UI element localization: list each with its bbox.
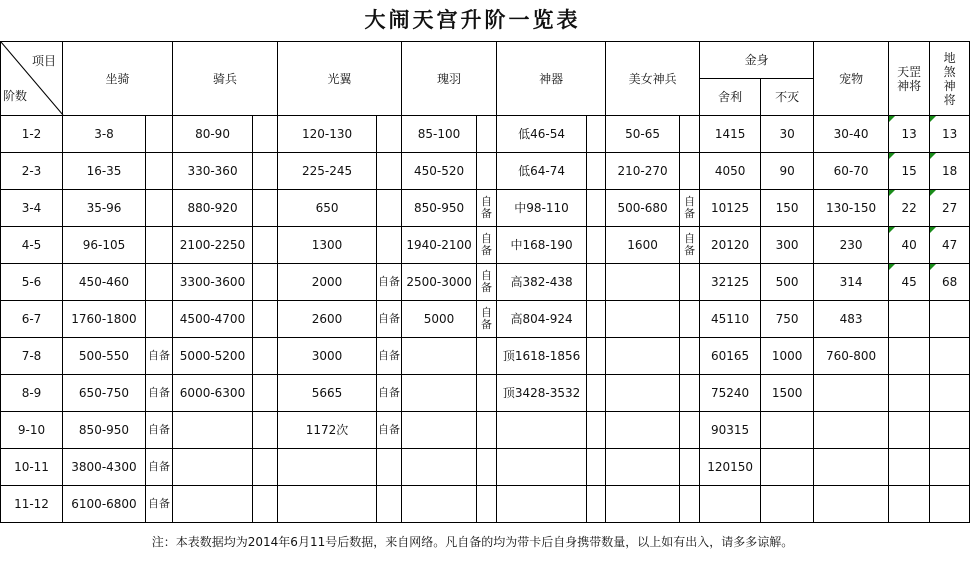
cell-meinv xyxy=(606,264,680,301)
cell-stage: 4-5 xyxy=(1,227,63,264)
cell-qibing-note xyxy=(253,486,278,523)
cell-chongwu: 130-150 xyxy=(814,190,889,227)
col-header-chongwu: 宠物 xyxy=(814,42,889,116)
col-header-bumie: 不灭 xyxy=(761,79,814,116)
cell-guiyu: 450-520 xyxy=(402,153,477,190)
col-header-guangyi: 光翼 xyxy=(278,42,402,116)
cell-qibing: 3300-3600 xyxy=(173,264,253,301)
cell-stage: 2-3 xyxy=(1,153,63,190)
cell-guiyu: 85-100 xyxy=(402,116,477,153)
cell-meinv xyxy=(606,449,680,486)
cell-shenqi-note xyxy=(587,264,606,301)
cell-chongwu xyxy=(814,486,889,523)
cell-guiyu-note xyxy=(477,338,497,375)
table-row xyxy=(1,116,970,153)
cell-guiyu-note xyxy=(477,153,497,190)
cell-zuoqi-note xyxy=(146,264,173,301)
cell-qibing-note xyxy=(253,449,278,486)
cell-shenqi: 中98-110 xyxy=(497,190,587,227)
cell-tiangang: 22 xyxy=(889,190,930,227)
table-row xyxy=(1,153,970,190)
cell-zuoqi-note xyxy=(146,227,173,264)
cell-sheli xyxy=(700,486,761,523)
cell-chongwu: 230 xyxy=(814,227,889,264)
cell-sheli: 120150 xyxy=(700,449,761,486)
cell-guiyu: 5000 xyxy=(402,301,477,338)
cell-qibing-note xyxy=(253,264,278,301)
cell-qibing: 330-360 xyxy=(173,153,253,190)
cell-guiyu-note xyxy=(477,486,497,523)
cell-qibing: 5000-5200 xyxy=(173,338,253,375)
cell-zuoqi: 3-8 xyxy=(63,116,146,153)
cell-zuoqi-note: 自备 xyxy=(146,412,173,449)
cell-chongwu: 760-800 xyxy=(814,338,889,375)
cell-sheli: 60165 xyxy=(700,338,761,375)
cell-guangyi-note xyxy=(377,227,402,264)
corner-label-item: 项目 xyxy=(31,54,56,68)
cell-meinv xyxy=(606,301,680,338)
cell-guangyi: 5665 xyxy=(278,375,377,412)
table-row xyxy=(1,227,970,264)
cell-sheli: 32125 xyxy=(700,264,761,301)
cell-shenqi: 高804-924 xyxy=(497,301,587,338)
cell-guiyu-note xyxy=(477,116,497,153)
cell-guangyi-note xyxy=(377,116,402,153)
cell-stage: 3-4 xyxy=(1,190,63,227)
cell-zuoqi: 1760-1800 xyxy=(63,301,146,338)
cell-qibing-note xyxy=(253,116,278,153)
cell-guangyi-note xyxy=(377,153,402,190)
cell-guangyi: 1300 xyxy=(278,227,377,264)
cell-meinv: 210-270 xyxy=(606,153,680,190)
cell-guangyi: 225-245 xyxy=(278,153,377,190)
cell-guiyu: 1940-2100 xyxy=(402,227,477,264)
cell-qibing: 6000-6300 xyxy=(173,375,253,412)
cell-bumie: 1000 xyxy=(761,338,814,375)
cell-guiyu xyxy=(402,412,477,449)
cell-qibing xyxy=(173,412,253,449)
cell-guangyi: 2000 xyxy=(278,264,377,301)
table-row xyxy=(1,449,970,486)
cell-tiangang xyxy=(889,486,930,523)
cell-bumie: 500 xyxy=(761,264,814,301)
cell-meinv: 500-680 xyxy=(606,190,680,227)
cell-guangyi-note: 自备 xyxy=(377,338,402,375)
cell-shenqi: 低64-74 xyxy=(497,153,587,190)
cell-shenqi: 高382-438 xyxy=(497,264,587,301)
cell-guiyu-note: 自备 xyxy=(477,264,497,301)
cell-guiyu-note xyxy=(477,375,497,412)
cell-zuoqi: 16-35 xyxy=(63,153,146,190)
cell-meinv-note xyxy=(680,375,700,412)
cell-stage: 1-2 xyxy=(1,116,63,153)
cell-zuoqi-note xyxy=(146,190,173,227)
cell-disha xyxy=(930,301,970,338)
cell-zuoqi-note xyxy=(146,116,173,153)
cell-stage: 6-7 xyxy=(1,301,63,338)
cell-chongwu xyxy=(814,375,889,412)
cell-guiyu: 2500-3000 xyxy=(402,264,477,301)
col-header-disha: 地煞神将 xyxy=(930,42,970,116)
cell-guangyi: 1172次 xyxy=(278,412,377,449)
cell-qibing-note xyxy=(253,153,278,190)
cell-disha: 47 xyxy=(930,227,970,264)
cell-shenqi-note xyxy=(587,227,606,264)
cell-shenqi-note xyxy=(587,338,606,375)
cell-meinv-note xyxy=(680,412,700,449)
cell-shenqi-note xyxy=(587,449,606,486)
cell-bumie: 30 xyxy=(761,116,814,153)
cell-chongwu xyxy=(814,449,889,486)
cell-stage: 7-8 xyxy=(1,338,63,375)
cell-zuoqi-note: 自备 xyxy=(146,486,173,523)
cell-meinv-note xyxy=(680,301,700,338)
cell-disha xyxy=(930,412,970,449)
cell-shenqi-note xyxy=(587,375,606,412)
cell-tiangang xyxy=(889,301,930,338)
cell-guangyi-note xyxy=(377,449,402,486)
cell-sheli: 90315 xyxy=(700,412,761,449)
cell-sheli: 4050 xyxy=(700,153,761,190)
cell-tiangang: 13 xyxy=(889,116,930,153)
cell-qibing xyxy=(173,449,253,486)
cell-qibing-note xyxy=(253,338,278,375)
cell-zuoqi: 96-105 xyxy=(63,227,146,264)
cell-guiyu-note: 自备 xyxy=(477,301,497,338)
cell-guiyu-note: 自备 xyxy=(477,227,497,264)
cell-qibing xyxy=(173,486,253,523)
cell-tiangang xyxy=(889,412,930,449)
cell-chongwu xyxy=(814,412,889,449)
cell-meinv-note xyxy=(680,338,700,375)
cell-bumie xyxy=(761,449,814,486)
cell-guangyi: 120-130 xyxy=(278,116,377,153)
cell-guangyi-note: 自备 xyxy=(377,375,402,412)
cell-meinv xyxy=(606,375,680,412)
cell-chongwu: 60-70 xyxy=(814,153,889,190)
cell-disha: 68 xyxy=(930,264,970,301)
cell-chongwu: 483 xyxy=(814,301,889,338)
cell-guiyu xyxy=(402,338,477,375)
cell-meinv: 1600 xyxy=(606,227,680,264)
col-header-meinv: 美女神兵 xyxy=(606,42,700,116)
col-header-guiyu: 瑰羽 xyxy=(402,42,497,116)
cell-guangyi-note: 自备 xyxy=(377,301,402,338)
corner-header xyxy=(1,42,63,116)
col-header-tiangang: 天罡神将 xyxy=(889,42,930,116)
cell-guangyi xyxy=(278,449,377,486)
cell-guangyi xyxy=(278,486,377,523)
cell-bumie: 1500 xyxy=(761,375,814,412)
cell-shenqi xyxy=(497,412,587,449)
cell-bumie xyxy=(761,486,814,523)
cell-guangyi-note: 自备 xyxy=(377,412,402,449)
table-row xyxy=(1,190,970,227)
table-row xyxy=(1,301,970,338)
cell-meinv-note: 自备 xyxy=(680,190,700,227)
table-row xyxy=(1,338,970,375)
cell-zuoqi: 650-750 xyxy=(63,375,146,412)
cell-disha xyxy=(930,338,970,375)
cell-guangyi: 650 xyxy=(278,190,377,227)
corner-label-stage: 阶数 xyxy=(3,89,28,103)
cell-shenqi: 中168-190 xyxy=(497,227,587,264)
cell-qibing: 880-920 xyxy=(173,190,253,227)
cell-sheli: 1415 xyxy=(700,116,761,153)
cell-guiyu: 850-950 xyxy=(402,190,477,227)
cell-guangyi: 3000 xyxy=(278,338,377,375)
cell-guangyi-note xyxy=(377,190,402,227)
cell-qibing: 4500-4700 xyxy=(173,301,253,338)
cell-zuoqi: 6100-6800 xyxy=(63,486,146,523)
cell-stage: 5-6 xyxy=(1,264,63,301)
cell-qibing-note xyxy=(253,190,278,227)
cell-zuoqi: 500-550 xyxy=(63,338,146,375)
cell-guiyu xyxy=(402,449,477,486)
cell-shenqi xyxy=(497,449,587,486)
cell-qibing: 80-90 xyxy=(173,116,253,153)
page-title: 大闹天宫升阶一览表 xyxy=(364,7,581,32)
cell-disha xyxy=(930,486,970,523)
col-header-jinshen: 金身 xyxy=(700,42,814,79)
cell-stage: 9-10 xyxy=(1,412,63,449)
cell-qibing-note xyxy=(253,301,278,338)
cell-meinv-note xyxy=(680,264,700,301)
table-row xyxy=(1,412,970,449)
cell-chongwu: 314 xyxy=(814,264,889,301)
cell-shenqi: 顶3428-3532 xyxy=(497,375,587,412)
cell-meinv-note xyxy=(680,153,700,190)
cell-disha xyxy=(930,375,970,412)
cell-qibing-note xyxy=(253,227,278,264)
footer-note: 注：本表数据均为2014年6月11号后数据，来自网络。凡自备的均为带卡后自身携带数量，以上如有出入，请多多谅解。 xyxy=(151,535,794,549)
cell-disha xyxy=(930,449,970,486)
cell-stage: 11-12 xyxy=(1,486,63,523)
cell-shenqi-note xyxy=(587,116,606,153)
cell-guiyu-note: 自备 xyxy=(477,190,497,227)
cell-stage: 8-9 xyxy=(1,375,63,412)
col-header-shenqi: 神器 xyxy=(497,42,606,116)
cell-shenqi-note xyxy=(587,486,606,523)
cell-meinv xyxy=(606,412,680,449)
cell-tiangang xyxy=(889,449,930,486)
cell-guiyu-note xyxy=(477,449,497,486)
cell-zuoqi: 35-96 xyxy=(63,190,146,227)
cell-shenqi: 低46-54 xyxy=(497,116,587,153)
cell-qibing-note xyxy=(253,375,278,412)
table-body xyxy=(1,116,970,523)
cell-meinv xyxy=(606,338,680,375)
cell-zuoqi: 850-950 xyxy=(63,412,146,449)
cell-zuoqi: 3800-4300 xyxy=(63,449,146,486)
cell-chongwu: 30-40 xyxy=(814,116,889,153)
cell-shenqi-note xyxy=(587,153,606,190)
cell-meinv-note xyxy=(680,486,700,523)
cell-tiangang: 15 xyxy=(889,153,930,190)
cell-zuoqi-note: 自备 xyxy=(146,338,173,375)
table-row xyxy=(1,264,970,301)
cell-shenqi-note xyxy=(587,412,606,449)
cell-bumie: 90 xyxy=(761,153,814,190)
cell-meinv: 50-65 xyxy=(606,116,680,153)
cell-guangyi: 2600 xyxy=(278,301,377,338)
cell-shenqi-note xyxy=(587,301,606,338)
cell-tiangang: 45 xyxy=(889,264,930,301)
cell-disha: 13 xyxy=(930,116,970,153)
cell-guiyu xyxy=(402,375,477,412)
cell-sheli: 45110 xyxy=(700,301,761,338)
col-header-qibing: 骑兵 xyxy=(173,42,278,116)
cell-zuoqi-note: 自备 xyxy=(146,375,173,412)
cell-guiyu-note xyxy=(477,412,497,449)
cell-shenqi xyxy=(497,486,587,523)
cell-stage: 10-11 xyxy=(1,449,63,486)
cell-meinv-note xyxy=(680,449,700,486)
cell-tiangang: 40 xyxy=(889,227,930,264)
cell-zuoqi: 450-460 xyxy=(63,264,146,301)
cell-bumie: 300 xyxy=(761,227,814,264)
cell-meinv-note: 自备 xyxy=(680,227,700,264)
cell-qibing-note xyxy=(253,412,278,449)
cell-disha: 18 xyxy=(930,153,970,190)
cell-meinv-note xyxy=(680,116,700,153)
cell-zuoqi-note xyxy=(146,153,173,190)
cell-bumie xyxy=(761,412,814,449)
cell-bumie: 750 xyxy=(761,301,814,338)
cell-sheli: 20120 xyxy=(700,227,761,264)
diagonal-line xyxy=(1,42,63,115)
cell-guiyu xyxy=(402,486,477,523)
cell-guangyi-note: 自备 xyxy=(377,264,402,301)
cell-zuoqi-note: 自备 xyxy=(146,449,173,486)
table-row xyxy=(1,375,970,412)
cell-disha: 27 xyxy=(930,190,970,227)
col-header-sheli: 舍利 xyxy=(700,79,761,116)
cell-sheli: 10125 xyxy=(700,190,761,227)
cell-meinv xyxy=(606,486,680,523)
cell-zuoqi-note xyxy=(146,301,173,338)
upgrade-table xyxy=(0,41,970,523)
cell-tiangang xyxy=(889,338,930,375)
cell-sheli: 75240 xyxy=(700,375,761,412)
cell-tiangang xyxy=(889,375,930,412)
cell-shenqi: 顶1618-1856 xyxy=(497,338,587,375)
col-header-zuoqi: 坐骑 xyxy=(63,42,173,116)
cell-qibing: 2100-2250 xyxy=(173,227,253,264)
table-row xyxy=(1,486,970,523)
cell-shenqi-note xyxy=(587,190,606,227)
cell-bumie: 150 xyxy=(761,190,814,227)
cell-guangyi-note xyxy=(377,486,402,523)
